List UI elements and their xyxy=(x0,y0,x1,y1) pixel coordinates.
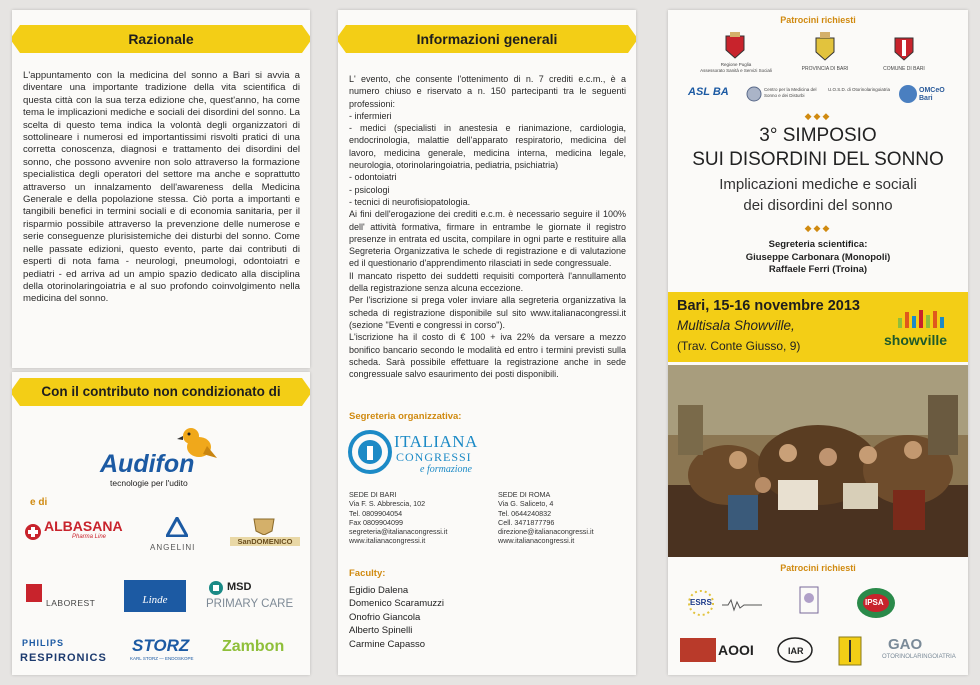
razionale-text: L'appuntamento con la medicina del sonno a Bari si avvia a diventare una importante tradizione della vita scientifica di questa città con la sua terza edizione che, quest'anno, ha come tema le implicazioni mediche e sociali dei disordini del sonno. La scelta di questo tema indica la volontà degli organizzatori di sottolineare i numerosi ed importantissimi risvolti pratici di una corretta conoscenza, diagnosi e trattamento dei disordini del sonno, che possono avvenire non solo attraverso la formazione specialistica degli operatori del settore ma anche e soprattutto attraverso un innalzamento dell'awareness della Medicina Generale e della popolazione stessa. Ciò porta a importanti e tangibili benefici in termini sociali e di economia sanitaria, per il risparmio possibile attraverso la prevenzione delle numerose e serie conseguenze plurisistemiche dei disturbi del sonno. Come nelle passate edizioni, questo evento, parte dai contributi di esperti di nota fama - neurologi, pneumologi, odontoiatri e pediatri - ed arriva ad un ampio spazio dedicato alla disciplina della otorinolaringoiatria e al suo profondo coinvolgimento nella medicina del sonno. xyxy=(23,70,300,305)
cover-panel: Patrocini richiesti Regione Puglia Assessorato Sanità e Servizi Sociali PROVINCIA DI BARI COMUNE DI BARI ASL BA Centro per la Medicina del Sonno e dei Disturbi U.O.S.D. di Otorinolaringoiatria OMCeO Bari ◆◆◆ 3° SIMPOSIO SUI DISORDINI DEL SONNO Implicazioni mediche e sociali dei disordini del sonno ◆◆◆ Segreteria scientifica: Giuseppe Carbonara (Monopoli) Raffaele Ferri (Troina) Bari, 15-16 novembre 2013 Multisala Showville, (Trav. Conte Giusso, 9) showville Patrocini richiesti ESRS IPSA AOOI IAR GAO OTORINOLARINGOIATRIA xyxy=(668,10,968,675)
e-di-label: e di xyxy=(30,497,48,508)
org-label: Segreteria organizzativa: xyxy=(349,411,462,422)
event-venue: Multisala Showville, xyxy=(677,318,795,333)
faculty-member: Domenico Scaramuzzi xyxy=(349,598,445,610)
cross-icon xyxy=(24,523,42,541)
sede-bari: SEDE DI BARI Via F. S. Abbrescia, 102 Tel. 0809904054 Fax 0809904099 segreteria@italianacongressi.it www.italianacongressi.it xyxy=(349,490,448,546)
cover-painting xyxy=(668,365,968,557)
centro-medicina-logo: Centro per la Medicina del Sonno e dei Disturbi xyxy=(764,87,817,98)
razionale-panel xyxy=(12,10,310,368)
patrocini-top-label: Patrocini richiesti xyxy=(780,15,856,25)
event-address: (Trav. Conte Giusso, 9) xyxy=(677,339,801,353)
sponsors-panel: Con il contributo non condizionato di Audifon tecnologie per l'udito e di ALBASANA Pharma Line ANGELINI SanDOMENICO LABOREST Linde MSD PRIMARY CARE PHILIPS RESPIRONICS STORZ KARL STORZ — ENDOSKOPE Zambon xyxy=(12,372,310,675)
faculty-list xyxy=(349,584,444,651)
coat-of-arms-icon xyxy=(893,32,915,62)
showville-icon xyxy=(894,306,950,330)
event-dates: Bari, 15-16 novembre 2013 xyxy=(677,298,860,314)
info-panel: Informazioni generali L' evento, che consente l'ottenimento di n. 7 crediti e.c.m., è a numero chiuso e riservato a n. 150 partecipanti tra le seguenti professioni: - infermieri - medici (specialisti in anestesia e rianimazione, cardiologia, endocrinologia, malattie dell'apparato respiratorio, medicina del lavoro, medicina generale, medicina interna, medicina legale, neurologia, otorinolaringoiatria, pediatria, psichiatria) - odontoiatri - psicologi - tecnici di neurofisiopatologia. Ai fini dell'erogazione dei crediti e.c.m. è necessario seguire il 100% dell' attività formativa, firmare in entrambe le giornate il registro presenze in entrata ed uscita, compilare in ogni parte e restituire alla Segreteria Organizzativa le schede di registrazione e di valutazione ed il questionario d'apprendimento rilasciati in sede congressuale. Il mancato rispetto dei suddetti requisiti comporterà l'annullamento della registrazione senza alcuna eccezione. Per l'iscrizione si prega voler inviare alla segreteria organizzativa la scheda di registrazione disponibile sul sito www.italianacongressi.it (sezione "Eventi e congressi in corso"). L'iscrizione ha il costo di € 100 + iva 22% da versare a mezzo bonifico bancario secondo le modalità ed entro i termini previsti sulla scheda. Sarà possibile effettuare la registrazione anche in sede congressuale salvo esaurimento dei posti disponibili. Segreteria organizzativa: ITALIANA CONGRESSI e formazione SEDE DI BARI Via F. S. Abbrescia, 102 Tel. 0809904054 Fax 0809904099 segreteria@italianacongressi.it www.italianacongressi.it SEDE DI ROMA Via G. Saliceto, 4 Tel. 0644240832 Cell. 3471877796 direzione@italianacongressi.it www.italianacongressi.it Faculty: Egidio Dalena Domenico Scaramuzzi Onofrio Giancola Alberto Spinelli Carmine Capasso xyxy=(338,10,636,675)
cover-subtitle-2: dei disordini del sonno xyxy=(743,197,893,214)
faculty-member: Onofrio Giancola xyxy=(349,611,421,623)
sci-member-2: Raffaele Ferri (Troina) xyxy=(768,264,868,275)
omceo-icon xyxy=(898,84,918,104)
info-banner xyxy=(346,25,628,53)
divider-diamonds: ◆◆◆ xyxy=(804,111,832,121)
laborest-mark-icon xyxy=(26,584,42,602)
msd-mark-icon xyxy=(207,580,225,596)
eeg-wave-icon xyxy=(722,598,762,612)
coat-of-arms-icon xyxy=(724,32,746,60)
omceo-logo: OMCeO Bari xyxy=(919,87,945,102)
faculty-member: Alberto Spinelli xyxy=(349,625,413,637)
asl-ba-logo: ASL BA xyxy=(688,86,729,98)
razionale-title: Razionale xyxy=(128,31,194,47)
globe-icon xyxy=(746,86,762,102)
event-box xyxy=(668,292,968,362)
svg-text:IAR: IAR xyxy=(788,646,804,656)
coat-of-arms-icon xyxy=(814,32,836,62)
sponsors-title: Con il contributo non condizionato di xyxy=(41,384,281,399)
zambon-logo: Zambon xyxy=(222,638,285,655)
info-text: L' evento, che consente l'ottenimento di n. 7 crediti e.c.m., è a numero chiuso e riservato a n. 150 partecipanti tra le seguenti professioni: - infermieri - medici (specialisti in anestesia e rianimazione, cardiologia, endocrinologia, malattie dell'apparato respiratorio, medicina del lavoro, medicina generale, medicina interna, medicina legale, neurologia, otorinolaringoiatria, pediatria, psichiatria) - odontoiatri - psicologi - tecnici di neurofisiopatologia. Ai fini dell'erogazione dei crediti e.c.m. è necessario seguire il 100% dell' attività formativa, firmare in entrambe le giornate il registro presenze in entrata ed uscita, compilare in ogni parte e restituire alla Segreteria Organizzativa le schede di registrazione e di valutazione ed il questionario d'apprendimento rilasciati in sede congressuale. Il mancato rispetto dei suddetti requisiti comporterà l'annullamento della registrazione senza alcuna eccezione. Per l'iscrizione si prega voler inviare alla segreteria organizzativa la scheda di registrazione disponibile sul sito www.italianacongressi.it (sezione "Eventi e congressi in corso"). L'iscrizione ha il costo di € 100 + iva 22% da versare a mezzo bonifico bancario secondo le modalità ed entro i termini previsti sulla scheda. Sarà possibile effettuare la registrazione anche in sede congressuale salvo esaurimento dei posti disponibili. xyxy=(349,74,626,380)
audifon-logo: Audifon xyxy=(100,450,195,478)
aims-seal-icon xyxy=(798,585,820,615)
showville-logo: showville xyxy=(884,332,948,348)
divider-diamonds: ◆◆◆ xyxy=(804,223,832,233)
uosd-logo: U.O.S.D. di Otorinolaringoiatria xyxy=(828,87,891,92)
congress-globe-icon xyxy=(348,430,392,474)
faculty-label: Faculty: xyxy=(349,568,386,579)
iar-oval-icon xyxy=(776,636,814,664)
sponsors-banner xyxy=(20,378,302,406)
faculty-member: Egidio Dalena xyxy=(349,585,409,596)
cover-edition: 3° SIMPOSIO xyxy=(759,125,877,146)
linde-logo: Linde xyxy=(124,580,186,612)
sci-label: Segreteria scientifica: xyxy=(768,239,868,250)
info-title: Informazioni generali xyxy=(416,31,558,47)
caduceus-icon xyxy=(838,636,862,666)
sede-roma: SEDE DI ROMA Via G. Saliceto, 4 Tel. 0644240832 Cell. 3471877796 direzione@italianacongressi.it www.italianacongressi.it xyxy=(498,490,594,546)
patrocini-bottom-label: Patrocini richiesti xyxy=(780,563,856,573)
aooi-mark-icon xyxy=(680,638,716,662)
san-domenico-logo: SanDOMENICO xyxy=(230,515,300,551)
crest-icon xyxy=(252,515,276,535)
cover-title: SUI DISORDINI DEL SONNO xyxy=(692,149,944,170)
triangle-icon xyxy=(166,517,188,537)
audifon-tagline: tecnologie per l'udito xyxy=(110,478,188,488)
razionale-banner xyxy=(20,25,302,53)
sci-member-1: Giuseppe Carbonara (Monopoli) xyxy=(745,252,891,263)
cover-subtitle-1: Implicazioni mediche e sociali xyxy=(719,176,917,193)
faculty-member: Carmine Capasso xyxy=(349,638,426,650)
